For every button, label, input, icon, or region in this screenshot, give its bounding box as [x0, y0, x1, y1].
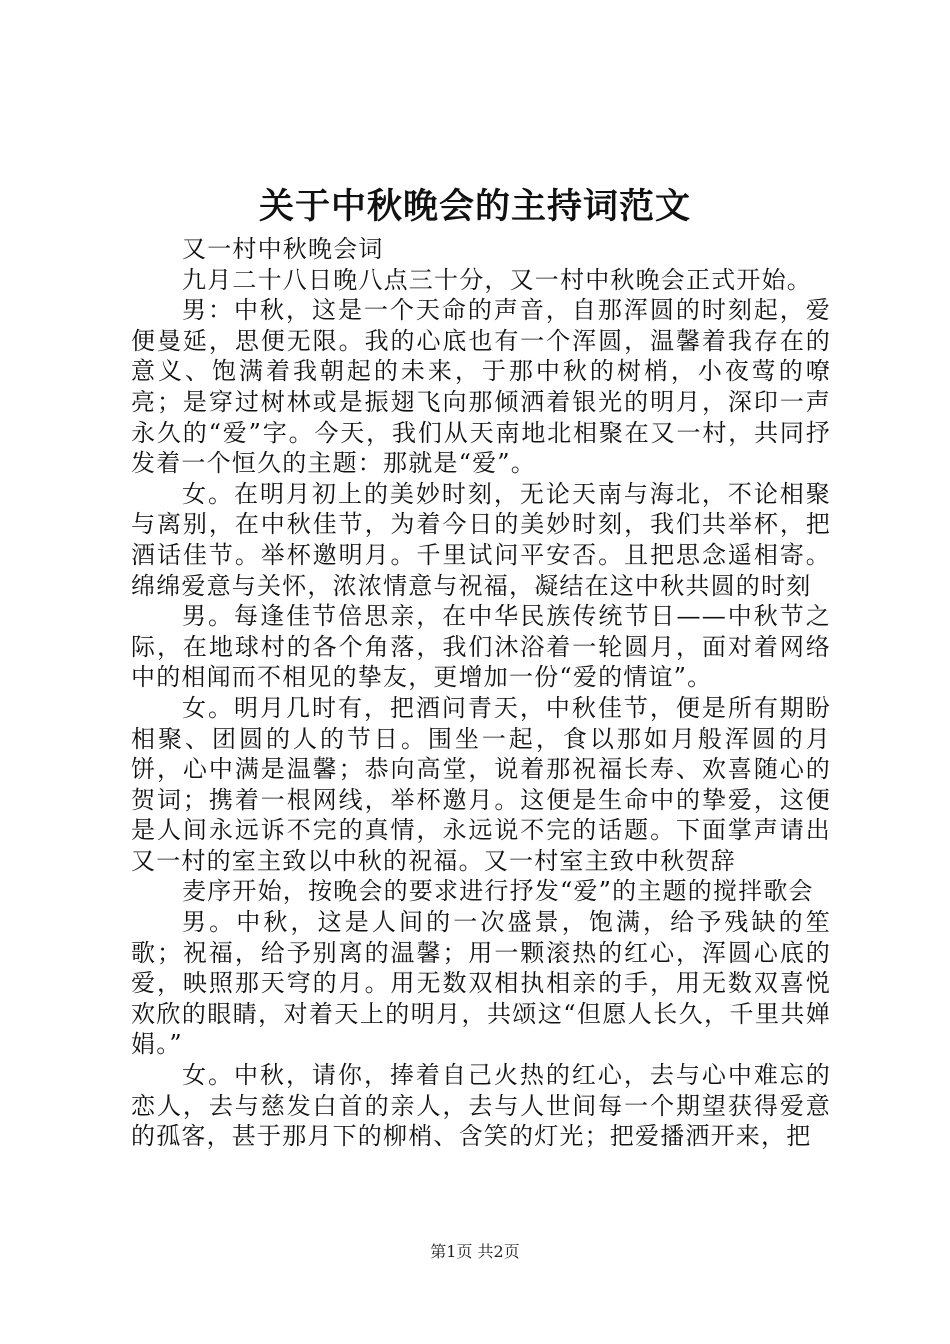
paragraph: 九月二十八日晚八点三十分，又一村中秋晚会正式开始。	[182, 265, 812, 294]
paragraph: 麦序开始，按晚会的要求进行抒发“爱”的主题的搅拌歌会	[182, 877, 814, 906]
paragraph: 女。中秋，请你，捧着自己火热的红心，去与心中难忘的恋人，去与慈发白首的亲人，去与人世间每一个期望获得爱意的孤客，甚于那月下的柳梢、含笑的灯光；把爱播洒开来，把	[131, 1061, 831, 1151]
document-body	[131, 234, 831, 1152]
paragraph: 男：中秋，这是一个天命的声音，自那浑圆的时刻起，爱便曼延，思便无限。我的心底也有一个浑圆，温馨着我存在的意义、饱满着我朝起的未来，于那中秋的树梢，小夜莺的嘹亮；是穿过树林或是振翅飞向那倾洒着银光的明月，深印一声永久的“爱”字。今天，我们从天南地北相聚在又一村，共同抒发着一个恒久的主题：那就是“爱”。	[131, 296, 831, 478]
page-footer: 第1页 共2页	[430, 1242, 520, 1261]
paragraph: 男。中秋，这是人间的一次盛景，饱满，给予残缺的笙歌；祝福，给予别离的温馨；用一颗滚热的红心，浑圆心底的爱，映照那天穹的月。用无数双相执相亲的手，用无数双喜悦欢欣的眼睛，对着天上的明月，共颂这“但愿人长久，千里共婵娟。”	[131, 908, 831, 1059]
paragraph: 男。每逢佳节倍思亲，在中华民族传统节日——中秋节之际，在地球村的各个角落，我们沐浴着一轮圆月，面对着网络中的相闻而不相见的挚友，更增加一份“爱的情谊”。	[131, 602, 831, 692]
paragraph-heading: 又一村中秋晚会词	[182, 235, 384, 263]
paragraph: 女。在明月初上的美妙时刻，无论天南与海北，不论相聚与离别，在中秋佳节，为着今日的美妙时刻，我们共举杯，把酒话佳节。举杯邀明月。千里试问平安否。且把思念遥相寄。绵绵爱意与关怀，浓浓情意与祝福，凝结在这中秋共圆的时刻	[131, 479, 831, 600]
document-title: 关于中秋晚会的主持词范文	[258, 186, 691, 227]
paragraph: 女。明月几时有，把酒问青天，中秋佳节，便是所有期盼相聚、团圆的人的节日。围坐一起，食以那如月般浑圆的月饼，心中满是温馨；恭向高堂，说着那祝福长寿、欢喜随心的贺词；携着一根网线，举杯邀月。这便是生命中的挚爱，这便是人间永远诉不完的真情，永远说不完的话题。下面掌声请出又一村的室主致以中秋的祝福。又一村室主致中秋贺辞	[131, 693, 831, 875]
